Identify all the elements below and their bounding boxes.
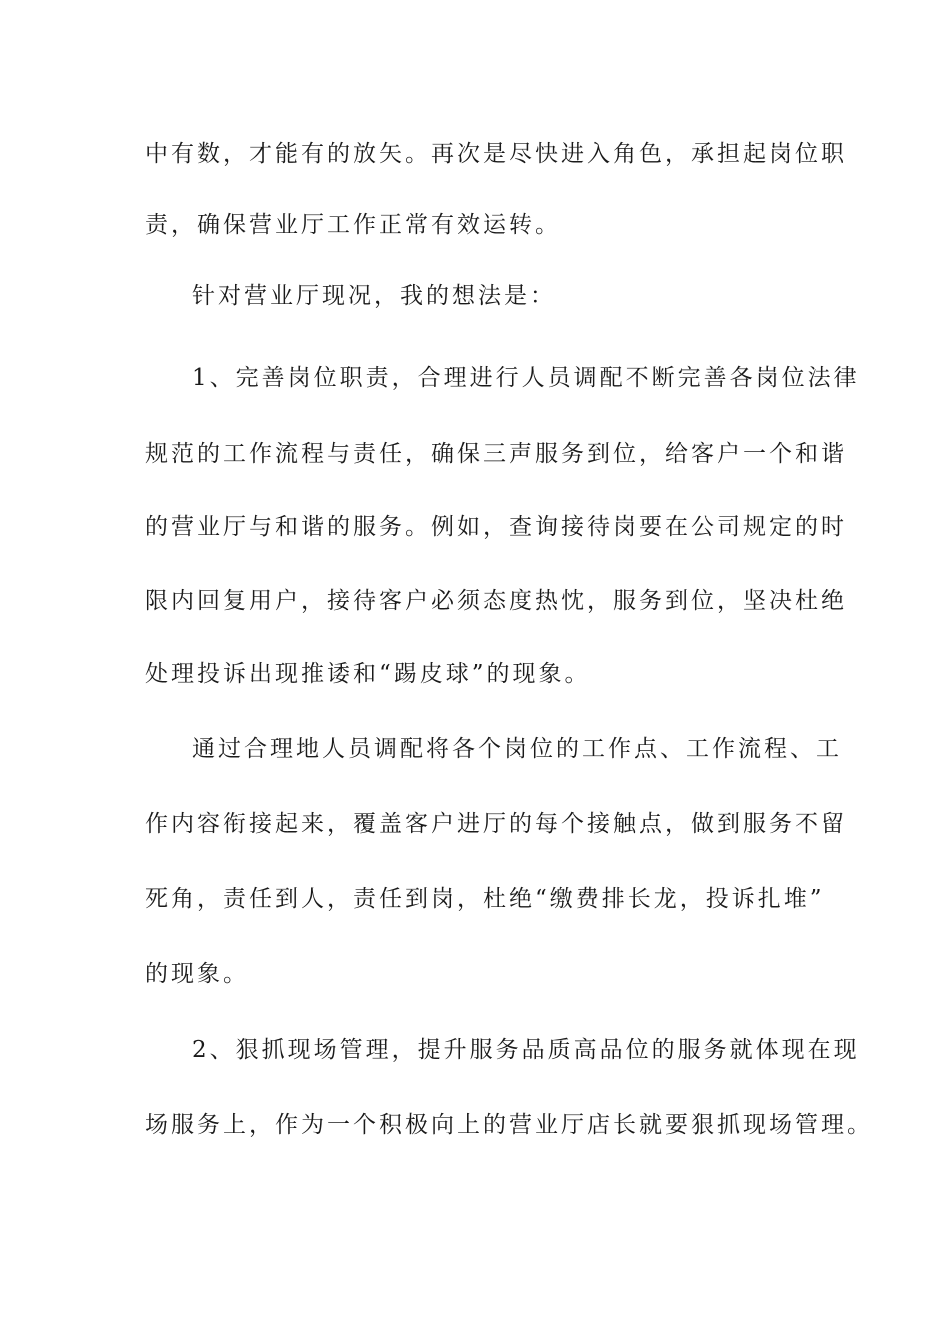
text-line: 死角，责任到人，责任到岗，杜绝“缴费排长龙，投诉扎堆”	[145, 886, 825, 912]
text-line: 责，确保营业厅工作正常有效运转。	[145, 212, 561, 238]
paragraph-start: 1、完善岗位职责，合理进行人员调配不断完善各岗位法律	[192, 365, 860, 391]
text-line: 规范的工作流程与责任，确保三声服务到位，给客户一个和谐	[145, 441, 847, 467]
text-line: 中有数，才能有的放矢。再次是尽快进入角色，承担起岗位职	[145, 141, 847, 167]
text-line: 限内回复用户，接待客户必须态度热忱，服务到位，坚决杜绝	[145, 588, 847, 614]
text-line: 场服务上，作为一个积极向上的营业厅店长就要狠抓现场管理。	[145, 1112, 873, 1138]
text-line: 处理投诉出现推诿和“踢皮球”的现象。	[145, 661, 591, 687]
paragraph-start: 通过合理地人员调配将各个岗位的工作点、工作流程、工	[192, 736, 842, 762]
text-line: 作内容衔接起来，覆盖客户进厅的每个接触点，做到服务不留	[145, 811, 847, 837]
text-line: 的现象。	[145, 961, 249, 987]
paragraph-start: 针对营业厅现况，我的想法是：	[192, 283, 556, 309]
text-line: 的营业厅与和谐的服务。例如，查询接待岗要在公司规定的时	[145, 514, 847, 540]
paragraph-start: 2、狠抓现场管理，提升服务品质高品位的服务就体现在现	[192, 1037, 860, 1063]
